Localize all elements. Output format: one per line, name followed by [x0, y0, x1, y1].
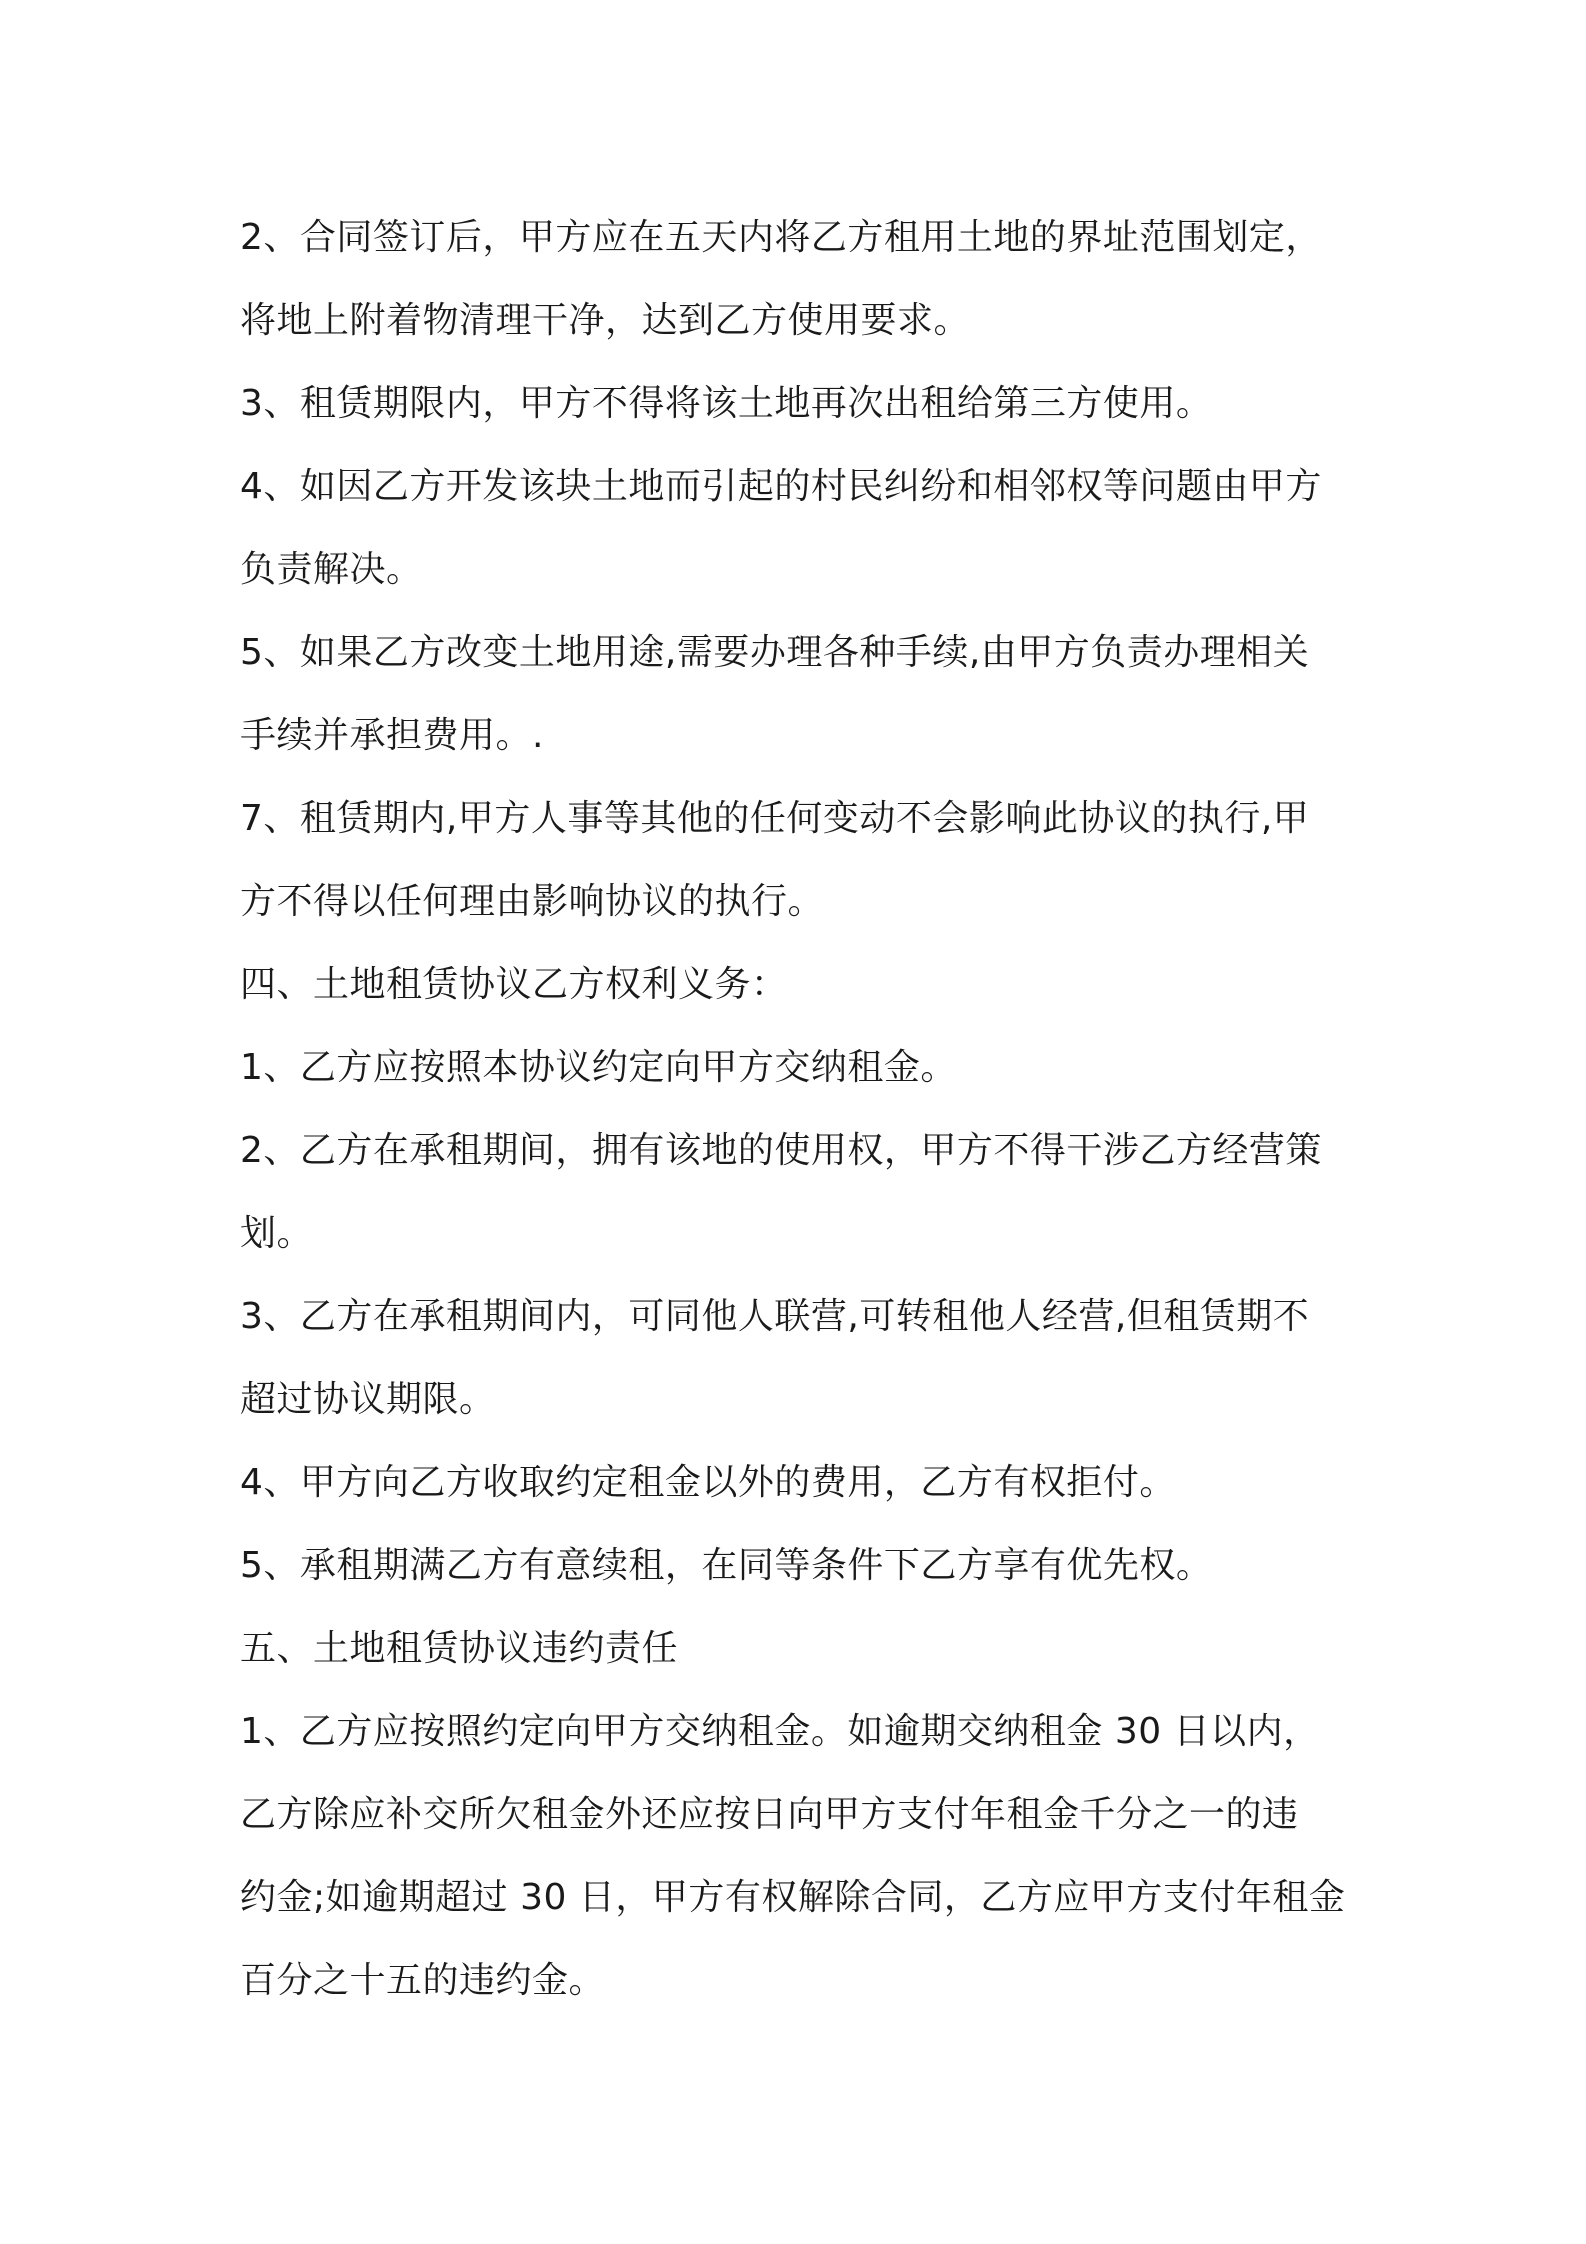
text-line: 3、租赁期限内，甲方不得将该土地再次出租给第三方使用。 — [240, 383, 1213, 424]
text-line: 方不得以任何理由影响协议的执行。 — [240, 881, 825, 922]
text-line: 2、乙方在承租期间，拥有该地的使用权，甲方不得干涉乙方经营策 — [240, 1130, 1322, 1171]
text-line: 手续并承担费用。. — [240, 715, 544, 756]
text-line: 4、如因乙方开发该块土地而引起的村民纠纷和相邻权等问题由甲方 — [240, 466, 1322, 507]
text-line: 2、合同签订后，甲方应在五天内将乙方租用土地的界址范围划定， — [240, 217, 1322, 258]
section-heading: 四、土地租赁协议乙方权利义务： — [240, 964, 788, 1005]
text-line: 将地上附着物清理干净，达到乙方使用要求。 — [240, 300, 971, 341]
text-line: 5、如果乙方改变土地用途,需要办理各种手续,由甲方负责办理相关 — [240, 632, 1310, 673]
text-line: 约金;如逾期超过 30 日，甲方有权解除合同，乙方应甲方支付年租金 — [240, 1877, 1346, 1918]
text-line: 超过协议期限。 — [240, 1379, 496, 1420]
text-line: 1、乙方应按照本协议约定向甲方交纳租金。 — [240, 1047, 957, 1088]
text-line: 划。 — [240, 1213, 314, 1254]
text-line: 百分之十五的违约金。 — [240, 1960, 606, 2001]
text-line: 乙方除应补交所欠租金外还应按日向甲方支付年租金千分之一的违 — [240, 1794, 1299, 1835]
text-line: 负责解决。 — [240, 549, 423, 590]
section-heading: 五、土地租赁协议违约责任 — [240, 1628, 679, 1669]
text-line: 1、乙方应按照约定向甲方交纳租金。如逾期交纳租金 30 日以内， — [240, 1711, 1320, 1752]
document-body — [240, 196, 1360, 2022]
text-line: 4、甲方向乙方收取约定租金以外的费用，乙方有权拒付。 — [240, 1462, 1176, 1503]
text-line: 7、租赁期内,甲方人事等其他的任何变动不会影响此协议的执行,甲 — [240, 798, 1310, 839]
text-line: 3、乙方在承租期间内，可同他人联营,可转租他人经营,但租赁期不 — [240, 1296, 1310, 1337]
text-line: 5、承租期满乙方有意续租，在同等条件下乙方享有优先权。 — [240, 1545, 1213, 1586]
